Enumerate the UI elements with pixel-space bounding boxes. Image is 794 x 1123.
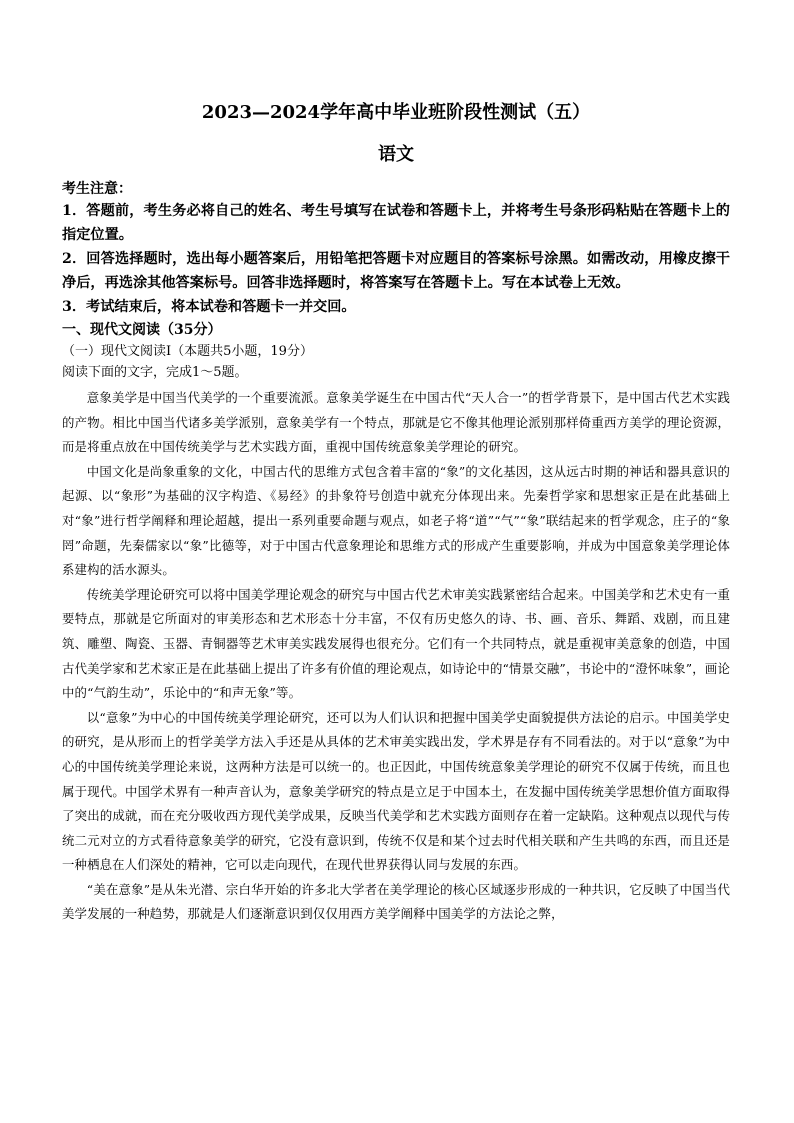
reading-passage xyxy=(62,386,730,927)
exam-title: 2023—2024学年高中毕业班阶段性测试（五） xyxy=(201,102,591,123)
subject-title: 语文 xyxy=(378,144,414,165)
notice-item: 3．考试结束后，将本试卷和答题卡一并交回。 xyxy=(62,299,356,315)
notice-item: 1．答题前，考生务必将自己的姓名、考生号填写在试卷和答题卡上，并将考生号条形码粘贴在答题卡上的指定位置。 xyxy=(62,203,730,243)
reading-instruction: 阅读下面的文字，完成1～5题。 xyxy=(62,365,248,380)
passage-paragraph: 以“意象”为中心的中国传统美学理论研究，还可以为人们认识和把握中国美学史面貌提供方法论的启示。中国美学史的研究，是从形而上的哲学美学方法入手还是从具体的艺术审美实践出发，学术界是存有不同看法的。对于以“意象”为中心的中国传统美学理论来说，这两种方法是可以统一的。也正因此，中国传统意象美学理论的研究不仅属于传统，而且也属于现代。中国学术界有一种声音认为，意象美学研究的特点是立足于中国本土，在发掘中国传统美学思想价值方面取得了突出的成就，而在充分吸收西方现代美学成果，反映当代美学和艺术实践方面则存在着一定缺陷。这种观点以现代与传统二元对立的方式看待意象美学的研究，它没有意识到，传统不仅是和某个过去时代相关联和产生共鸣的东西，而且还是一种栖息在人们深处的精神，它可以走向现代，在现代世界获得认同与发展的东西。 xyxy=(62,709,730,873)
passage-paragraph: 中国文化是尚象重象的文化，中国古代的思维方式包含着丰富的“象”的文化基因，这从远古时期的神话和器具意识的起源、以“象形”为基础的汉字构造、《易经》的卦象符号创造中就充分体现出来。先秦哲学家和思想家正是在此基础上对“象”进行哲学阐释和理论超越，提出一系列重要命题与观点，如老子将“道”“气”“象”联结起来的哲学观念，庄子的“象罔”命题，先秦儒家以“象”比德等，对于中国古代意象理论和思维方式的形成产生重要影响，并成为中国意象美学理论体系建构的活水源头。 xyxy=(62,463,730,578)
passage-paragraph: “美在意象”是从朱光潜、宗白华开始的许多北大学者在美学理论的核心区域逐步形成的一种共识，它反映了中国当代美学发展的一种趋势，那就是人们逐渐意识到仅仅用西方美学阐释中国美学的方法论之弊， xyxy=(62,881,730,922)
notice-heading: 考生注意： xyxy=(62,181,132,197)
exam-notice xyxy=(62,179,730,319)
section-subheading: （一）现代文阅读Ⅰ（本题共5小题，19分） xyxy=(62,344,313,359)
section-heading: 一、现代文阅读（35分） xyxy=(62,322,222,338)
notice-item: 2．回答选择题时，选出每小题答案后，用铅笔把答题卡对应题目的答案标号涂黑。如需改动，用橡皮擦干净后，再选涂其他答案标号。回答非选择题时，将答案写在答题卡上。写在本试卷上无效。 xyxy=(62,251,730,291)
passage-paragraph: 传统美学理论研究可以将中国美学理论观念的研究与中国古代艺术审美实践紧密结合起来。中国美学和艺术史有一重要特点，那就是它所面对的审美形态和艺术形态十分丰富，不仅有历史悠久的诗、书、画、音乐、舞蹈、戏剧，而且建筑、雕塑、陶瓷、玉器、青铜器等艺术审美实践发展得也很充分。它们有一个共同特点，就是重视审美意象的创造，中国古代美学家和艺术家正是在此基础上提出了许多有价值的理论观点，如诗论中的“情景交融”，书论中的“澄怀味象”，画论中的“气韵生动”，乐论中的“和声无象”等。 xyxy=(62,586,730,701)
passage-paragraph: 意象美学是中国当代美学的一个重要流派。意象美学诞生在中国古代“天人合一”的哲学背景下，是中国古代艺术实践的产物。相比中国当代诸多美学派别，意象美学有一个特点，那就是它不像其他理论派别那样倚重西方美学的理论资源，而是将重点放在中国传统美学与艺术实践方面，重视中国传统意象美学理论的研究。 xyxy=(62,390,730,455)
